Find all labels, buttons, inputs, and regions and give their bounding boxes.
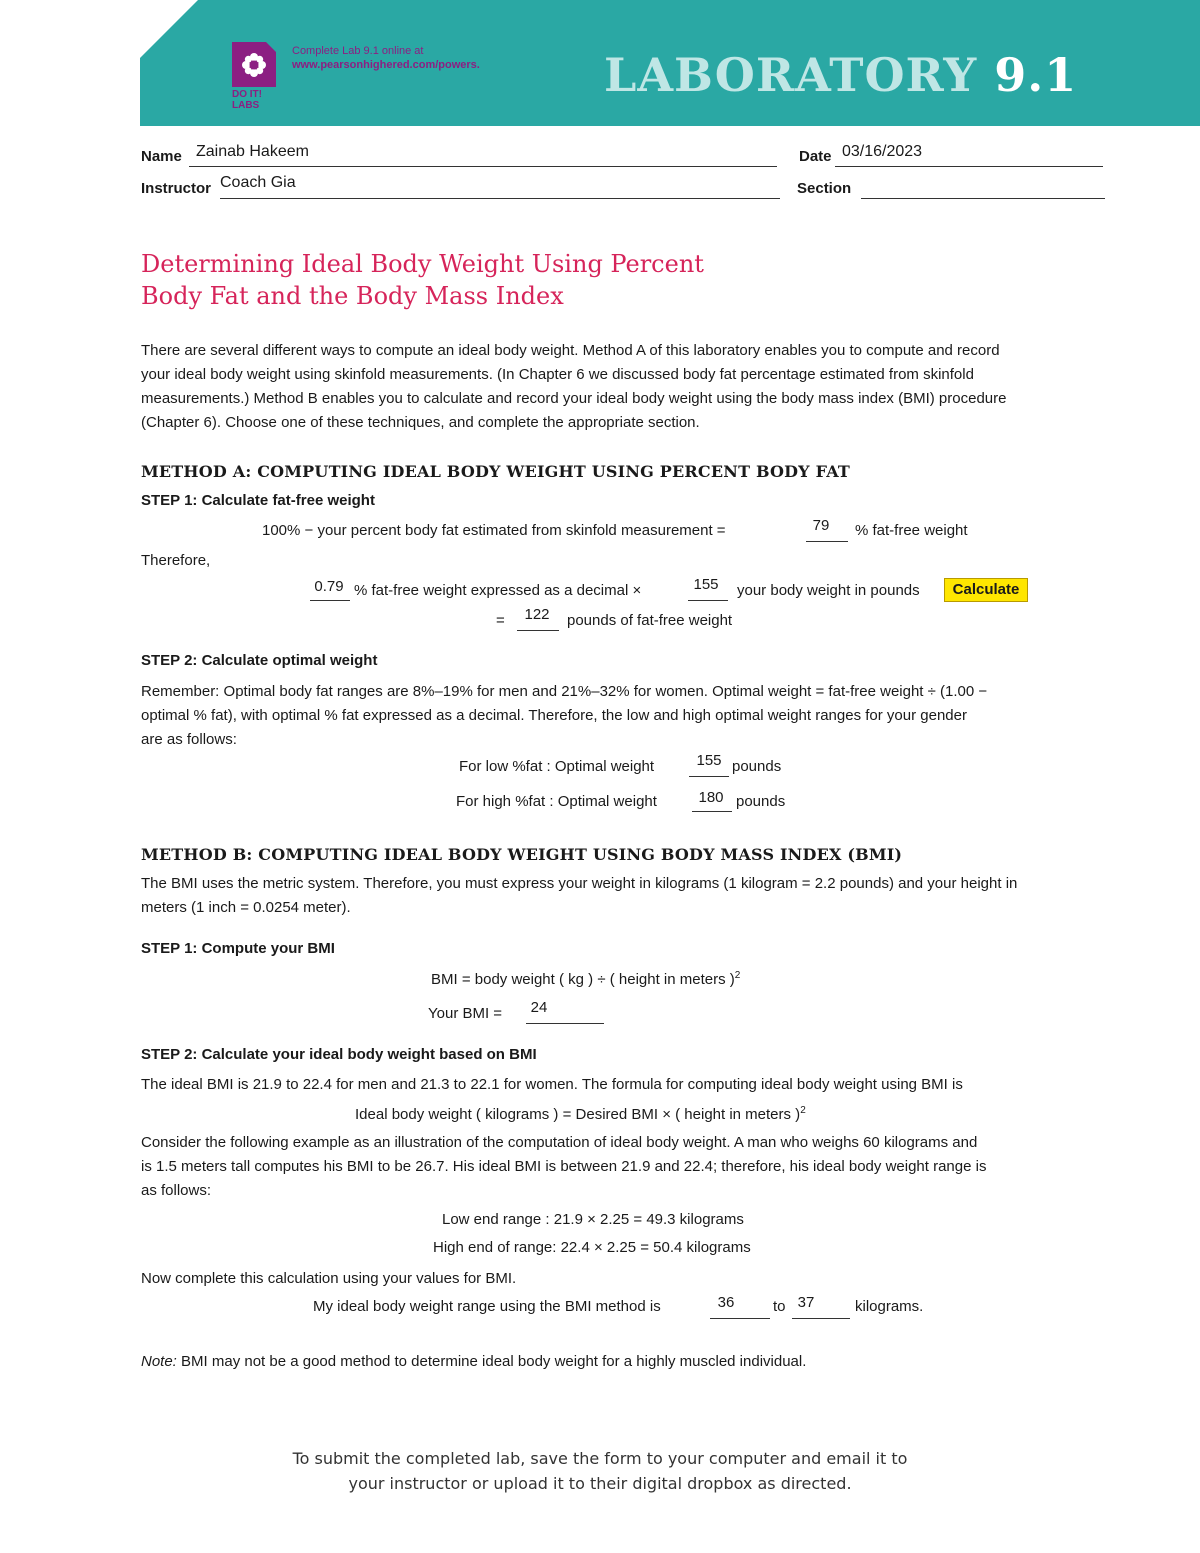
- remember-line: Remember: Optimal body fat ranges are 8%–19% for men and 21%–32% for women. Optimal weight = fat-free weight ÷ (1.00 −: [141, 683, 988, 700]
- example-line: is 1.5 meters tall computes his BMI to be 26.7. His ideal BMI is between 21.9 and 22.4; therefore, his ideal body weight range is: [141, 1158, 987, 1175]
- fat-free-weight-field[interactable]: 122: [524, 606, 550, 623]
- low-fat-label: For low %fat : Optimal weight: [459, 758, 655, 775]
- range-low-field[interactable]: 36: [717, 1294, 735, 1311]
- therefore-text: Therefore,: [141, 552, 211, 569]
- method-b-heading: METHOD B: COMPUTING IDEAL BODY WEIGHT USING BODY MASS INDEX (BMI): [141, 845, 903, 864]
- range-high-line: [792, 1318, 850, 1319]
- body-weight-field[interactable]: 155: [693, 576, 719, 593]
- eq2-mid-text: % fat-free weight expressed as a decimal ×: [354, 582, 642, 599]
- fat-free-decimal-field[interactable]: 0.79: [314, 578, 344, 595]
- date-label: Date: [799, 148, 832, 165]
- intro-line: your ideal body weight using skinfold measurements. (In Chapter 6 we discussed body fat percentage estimated from skinfold: [141, 366, 974, 383]
- ideal-bmi-intro: The ideal BMI is 21.9 to 22.4 for men and 21.3 to 22.1 for women. The formula for computing ideal body weight using BMI is: [141, 1076, 963, 1093]
- your-bmi-field[interactable]: 24: [530, 999, 548, 1016]
- eq3-right-text: pounds of fat-free weight: [567, 612, 733, 629]
- instructor-field-line: [220, 198, 780, 199]
- promo-line1: Complete Lab 9.1 online at: [292, 45, 424, 57]
- section-label: Section: [797, 180, 852, 197]
- intro-line: (Chapter 6). Choose one of these techniques, and complete the appropriate section.: [141, 414, 700, 431]
- remember-line: are as follows:: [141, 731, 237, 748]
- bmi-formula: [431, 970, 740, 988]
- instructor-label: Instructor: [141, 180, 212, 197]
- ideal-formula-exponent: 2: [800, 1105, 806, 1116]
- method-b-intro-line: meters (1 inch = 0.0254 meter).: [141, 899, 351, 916]
- method-a-step1-heading: STEP 1: Calculate fat-free weight: [141, 492, 375, 509]
- date-field[interactable]: 03/16/2023: [842, 143, 923, 160]
- high-end-range: High end of range: 22.4 × 2.25 = 50.4 kilograms: [433, 1239, 751, 1256]
- remember-line: optimal % fat), with optimal % fat expressed as a decimal. Therefore, the low and high optimal weight ranges for your gender: [141, 707, 967, 724]
- logo-line2: LABS: [232, 100, 260, 111]
- do-it-labs-logo: [232, 42, 276, 87]
- method-a-heading: METHOD A: COMPUTING IDEAL BODY WEIGHT USING PERCENT BODY FAT: [141, 462, 851, 481]
- low-optimal-weight-field[interactable]: 155: [696, 752, 722, 769]
- eq2-right-text: your body weight in pounds: [737, 582, 920, 599]
- instructor-field[interactable]: Coach Gia: [220, 174, 296, 191]
- high-weight-line: [692, 811, 732, 812]
- high-fat-label: For high %fat : Optimal weight: [456, 793, 657, 810]
- eq3-blank-line: [517, 630, 559, 631]
- low-end-range: Low end range : 21.9 × 2.25 = 49.3 kilograms: [442, 1211, 744, 1228]
- method-b-step2-heading: STEP 2: Calculate your ideal body weight based on BMI: [141, 1046, 537, 1063]
- low-unit: pounds: [732, 758, 782, 775]
- note-text: BMI may not be a good method to determine ideal body weight for a highly muscled individual.: [181, 1353, 807, 1370]
- note-label: Note:: [141, 1353, 177, 1370]
- eq1-right-text: % fat-free weight: [855, 522, 968, 539]
- lab-word: LABORATORY: [604, 48, 978, 102]
- your-bmi-line: [526, 1023, 604, 1024]
- footer-line2: your instructor or upload it to their digital dropbox as directed.: [348, 1474, 852, 1493]
- high-optimal-weight-field[interactable]: 180: [698, 789, 724, 806]
- promo-text: [292, 44, 480, 72]
- laboratory-title: [604, 48, 1077, 102]
- method-b-intro: [141, 872, 1017, 920]
- bmi-range-label: My ideal body weight range using the BMI method is: [313, 1298, 661, 1315]
- name-field-line: [189, 166, 777, 167]
- range-low-line: [710, 1318, 770, 1319]
- example-line: Consider the following example as an illustration of the computation of ideal body weight. A man who weighs 60 kilograms and: [141, 1134, 978, 1151]
- date-field-line: [835, 166, 1103, 167]
- intro-line: measurements.) Method B enables you to calculate and record your ideal body weight using the body mass index (BMI) procedure: [141, 390, 1007, 407]
- method-b-step1-heading: STEP 1: Compute your BMI: [141, 940, 335, 957]
- range-unit: kilograms.: [855, 1298, 924, 1315]
- eq2-weight-line: [688, 600, 728, 601]
- note: [141, 1353, 806, 1370]
- eq1-left-text: 100% − your percent body fat estimated from skinfold measurement =: [262, 522, 726, 539]
- ideal-weight-formula: [355, 1105, 806, 1123]
- promo-url-link[interactable]: www.pearsonhighered.com/powers.: [292, 59, 480, 71]
- remember-paragraph: [141, 680, 987, 752]
- eq2-decimal-line: [310, 600, 350, 601]
- eq1-blank-line: [806, 541, 848, 542]
- ideal-formula-text: Ideal body weight ( kilograms ) = Desired BMI × ( height in meters ): [355, 1106, 801, 1123]
- calculate-button[interactable]: Calculate: [944, 578, 1028, 602]
- method-a-step2-heading: STEP 2: Calculate optimal weight: [141, 652, 378, 669]
- flower-icon: [241, 52, 267, 78]
- logo-line1: DO IT!: [232, 89, 262, 100]
- logo-text: [232, 89, 262, 111]
- bmi-formula-exponent: 2: [734, 970, 741, 981]
- title-line2: Body Fat and the Body Mass Index: [141, 282, 564, 310]
- footer-line1: To submit the completed lab, save the form to your computer and email it to: [292, 1449, 908, 1468]
- range-high-field[interactable]: 37: [797, 1294, 815, 1311]
- now-complete-text: Now complete this calculation using your values for BMI.: [141, 1270, 517, 1287]
- fat-free-percent-field[interactable]: 79: [812, 517, 830, 534]
- method-b-intro-line: The BMI uses the metric system. Therefore, you must express your weight in kilograms (1 kilogram = 2.2 pounds) and your height in: [141, 875, 1018, 892]
- name-label: Name: [141, 148, 182, 165]
- intro-paragraph: [141, 339, 1006, 435]
- your-bmi-label: Your BMI =: [428, 1005, 503, 1022]
- eq3-equals: =: [496, 612, 505, 629]
- submit-instructions: [0, 1446, 1200, 1496]
- example-line: as follows:: [141, 1182, 212, 1199]
- intro-line: There are several different ways to compute an ideal body weight. Method A of this laboratory enables you to compute and record: [141, 342, 1000, 359]
- range-to-text: to: [773, 1298, 786, 1315]
- title-line1: Determining Ideal Body Weight Using Percent: [141, 250, 704, 278]
- high-unit: pounds: [736, 793, 786, 810]
- section-field-line: [861, 198, 1105, 199]
- page-title: [141, 248, 704, 312]
- low-weight-line: [689, 776, 729, 777]
- example-paragraph: [141, 1131, 986, 1203]
- bmi-formula-text: BMI = body weight ( kg ) ÷ ( height in meters ): [431, 971, 735, 988]
- lab-number: 9.1: [994, 48, 1078, 102]
- name-field[interactable]: Zainab Hakeem: [196, 143, 309, 160]
